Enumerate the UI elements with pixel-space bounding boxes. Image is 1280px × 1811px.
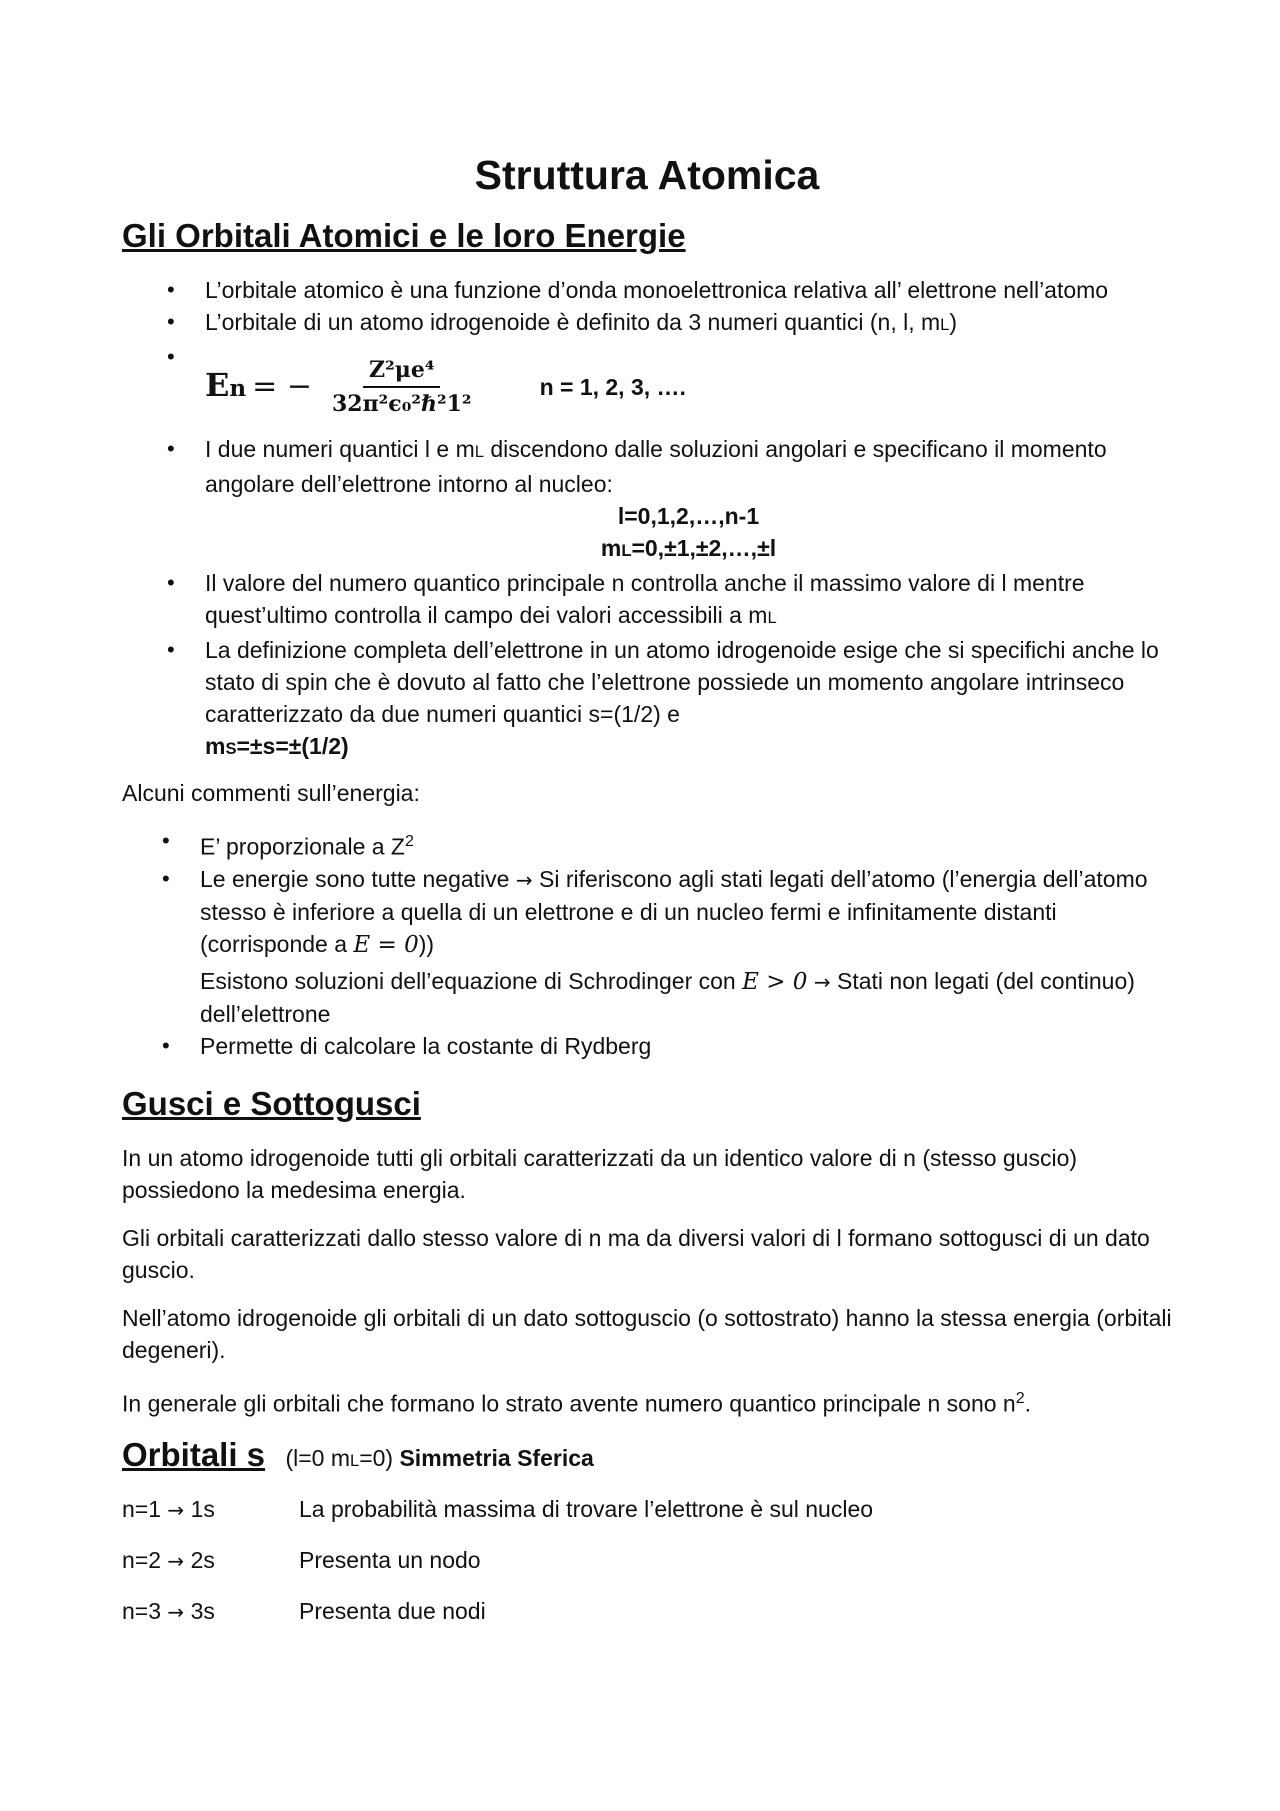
arrow-icon: →	[515, 867, 533, 892]
formula-equals: = −	[252, 369, 312, 404]
list-item: • Le energie sono tutte negative → Si riferiscono agli stati legati dell’atomo (l’energia dell’atomo stesso è inferiore a quella di un elettrone e di un nucleo fermi e infinitamente distanti (corrisponde a E = 0)) Esistono soluzioni dell’equazione di Schrodinger con E > 0 → Stati non legati (del continuo) dell’elettrone	[162, 863, 1172, 1030]
orbitals-s-header	[122, 1436, 1172, 1477]
list-item: • E’ proporzionale a $Z^2$	[162, 825, 1172, 863]
page-title: Struttura Atomica	[474, 152, 820, 198]
energy-formula	[167, 341, 1172, 433]
n-values: n = 1, 2, 3, ….	[539, 374, 686, 400]
list-item: • L’orbitale atomico è una funzione d’onda monoelettronica relativa all’ elettrone nell’atomo	[167, 274, 1172, 306]
orbital-bullet-list	[167, 274, 1172, 765]
table-cell: n=2 → 2s	[122, 1547, 215, 1574]
paragraph: In generale gli orbitali che formano lo strato avente numero quantico principale n sono $n^2$.	[122, 1388, 1032, 1417]
list-item: • Il valore del numero quantico principale n controlla anche il massimo valore di l mentre quest’ultimo controlla il campo dei valori accessibili a mL	[167, 567, 1172, 634]
ml-range: mL=0,±1,±2,…,±l	[600, 535, 777, 561]
l-range: l=0,1,2,…,n-1	[617, 503, 760, 529]
paragraph: Gli orbitali caratterizzati dallo stesso valore di n ma da diversi valori di l formano sottogusci di un dato guscio.	[122, 1224, 1150, 1283]
arrow-icon: →	[813, 969, 831, 994]
section-heading-s-orbitals: Orbitali s	[122, 1436, 266, 1474]
ms-value: mS=±s=±(1/2)	[205, 733, 349, 759]
section-heading-orbitals: Gli Orbitali Atomici e le loro Energie	[122, 217, 686, 254]
table-cell: Presenta un nodo	[299, 1547, 481, 1574]
comments-list	[162, 825, 1172, 1062]
arrow-icon: →	[167, 1549, 185, 1574]
comments-intro: Alcuni commenti sull’energia:	[122, 780, 420, 806]
s-orbital-table	[122, 1493, 1172, 1628]
arrow-icon: →	[167, 1498, 185, 1523]
table-cell: n=1 → 1s	[122, 1496, 215, 1523]
section-heading-shells: Gusci e Sottogusci	[122, 1084, 421, 1122]
table-cell: La probabilità massima di trovare l’elettrone è sul nucleo	[299, 1496, 874, 1523]
formula-lhs: • En	[205, 366, 247, 404]
list-item: • La definizione completa dell’elettrone in un atomo idrogenoide esige che si specifichi anche lo stato di spin che è dovuto al fatto che l’elettrone possiede un momento angolare intrinseco caratterizzato da due numeri quantici s=(1/2) e mS=±s=±(1/2)	[167, 634, 1172, 765]
formula-fraction	[326, 356, 478, 418]
table-cell: n=3 → 3s	[122, 1598, 215, 1625]
paragraph: Nell’atomo idrogenoide gli orbitali di un dato sottoguscio (o sottostrato) hanno la stessa energia (orbitali degeneri).	[122, 1304, 1172, 1363]
list-item: • L’orbitale di un atomo idrogenoide è definito da 3 numeri quantici (n, l, mL)	[167, 306, 1172, 341]
formula-numerator: Z²μe⁴	[363, 356, 440, 388]
list-item: • I due numeri quantici l e mL discendono dalle soluzioni angolari e specificano il momento angolare dell’elettrone intorno al nucleo: l=0,1,2,…,n-1 mL=0,±1,±2,…,±l	[167, 433, 1172, 567]
s-orbital-params: (l=0 mL=0)	[285, 1445, 400, 1472]
paragraph: In un atomo idrogenoide tutti gli orbitali caratterizzati da un identico valore di n (stesso guscio) possiedono la medesima energia.	[122, 1144, 1078, 1203]
symmetry-label: Simmetria Sferica	[399, 1445, 594, 1472]
formula-denominator: 32π²ϵ₀²ℏ²1²	[331, 391, 472, 417]
document-page	[122, 150, 1172, 1628]
arrow-icon: →	[167, 1600, 185, 1625]
list-item: • Permette di calcolare la costante di Rydberg	[162, 1030, 1172, 1062]
table-cell: Presenta due nodi	[299, 1598, 486, 1625]
